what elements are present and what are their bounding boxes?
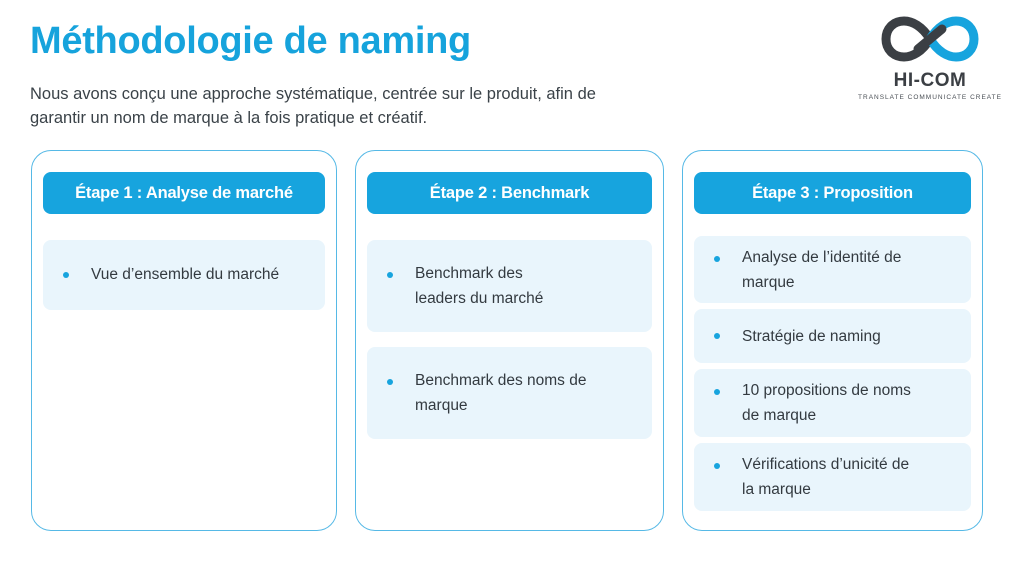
- logo-tagline: TRANSLATE COMMUNICATE CREATE: [858, 94, 1002, 101]
- bullet-icon: [63, 272, 69, 278]
- step-2-item-2: [367, 347, 652, 439]
- bullet-icon: [714, 333, 720, 339]
- bullet-icon: [714, 389, 720, 395]
- item-text: 10 propositions de noms de marque: [742, 382, 911, 424]
- item-text: Vérifications d’unicité de la marque: [742, 456, 910, 498]
- step-1-column: [31, 150, 337, 531]
- bullet-icon: [387, 379, 393, 385]
- page-title: Méthodologie de naming: [30, 20, 471, 62]
- item-text: Benchmark des noms de marque: [415, 372, 587, 414]
- step-1-item-1: [43, 240, 325, 310]
- item-text: Analyse de l’identité de marque: [742, 249, 902, 291]
- step-1-header: Étape 1 : Analyse de marché: [43, 172, 325, 214]
- step-2-header: Étape 2 : Benchmark: [367, 172, 652, 214]
- bullet-icon: [714, 463, 720, 469]
- bullet-icon: [714, 256, 720, 262]
- page-subtitle: Nous avons conçu une approche systématique, centrée sur le produit, afin de garantir un nom de marque à la fois pratique et créatif.: [30, 85, 596, 127]
- step-3-column: [682, 150, 983, 531]
- item-text: Vue d’ensemble du marché: [91, 266, 280, 283]
- infinity-icon: [878, 14, 982, 64]
- step-3-item-2: [694, 309, 971, 363]
- item-text: Benchmark des leaders du marché: [415, 265, 544, 307]
- hi-com-logo: [856, 14, 1004, 104]
- step-3-item-4: [694, 443, 971, 511]
- step-3-item-3: [694, 369, 971, 437]
- logo-name: HI-COM: [893, 70, 967, 91]
- step-3-header: Étape 3 : Proposition: [694, 172, 971, 214]
- item-text: Stratégie de naming: [742, 328, 881, 345]
- step-2-column: [355, 150, 664, 531]
- bullet-icon: [387, 272, 393, 278]
- step-3-item-1: [694, 236, 971, 303]
- step-2-item-1: [367, 240, 652, 332]
